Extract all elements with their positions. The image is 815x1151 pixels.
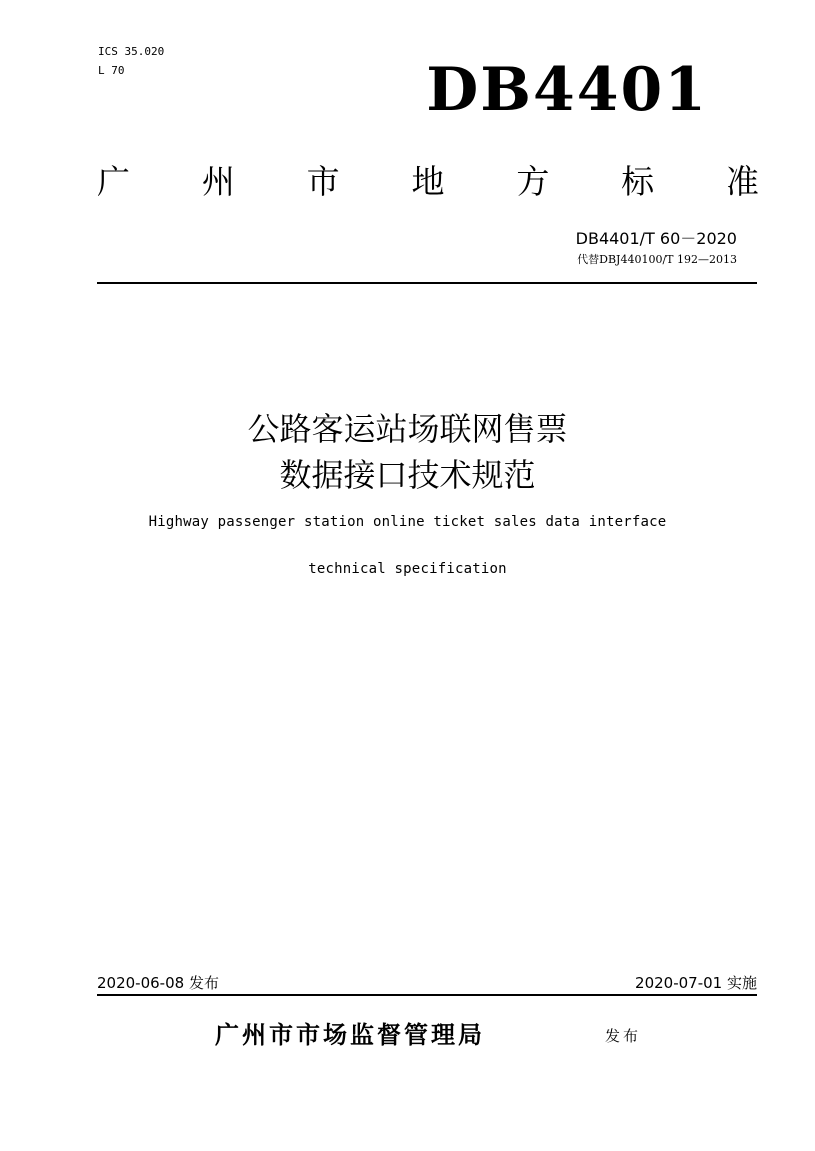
standard-kind-char: 地 (411, 162, 445, 201)
title-en-line1: Highway passenger station online ticket sales data interface (148, 514, 667, 530)
standard-kind-char: 市 (306, 162, 340, 201)
ccs-code: L 70 (98, 64, 125, 77)
implementation-date: 2020-07-01 实施 (635, 974, 757, 992)
title-zh-line1: 公路客运站场联网售票 (247, 410, 568, 448)
header-divider (97, 282, 757, 284)
title-zh-line2: 数据接口技术规范 (279, 456, 536, 494)
issue-date: 2020-06-08 发布 (97, 974, 219, 992)
classification-codes (98, 42, 164, 80)
issuing-authority: 广州市市场监督管理局 (215, 1021, 485, 1049)
standard-number: DB4401/T 60－2020 (575, 229, 737, 248)
title-en-line2: technical specification (308, 561, 507, 577)
issuing-authority-suffix: 发布 (605, 1027, 642, 1045)
ics-code: ICS 35.020 (98, 45, 165, 58)
footer-divider (97, 994, 757, 996)
replaces-standard: 代替DBJ440100/T 192—2013 (577, 253, 737, 266)
standard-kind (97, 160, 759, 204)
standard-kind-char: 标 (621, 162, 655, 201)
standard-kind-char: 准 (725, 162, 759, 201)
standard-kind-char: 州 (201, 162, 235, 201)
standard-kind-char: 方 (516, 162, 550, 201)
standard-code: DB4401 (426, 55, 708, 125)
standard-kind-char: 广 (97, 162, 130, 201)
